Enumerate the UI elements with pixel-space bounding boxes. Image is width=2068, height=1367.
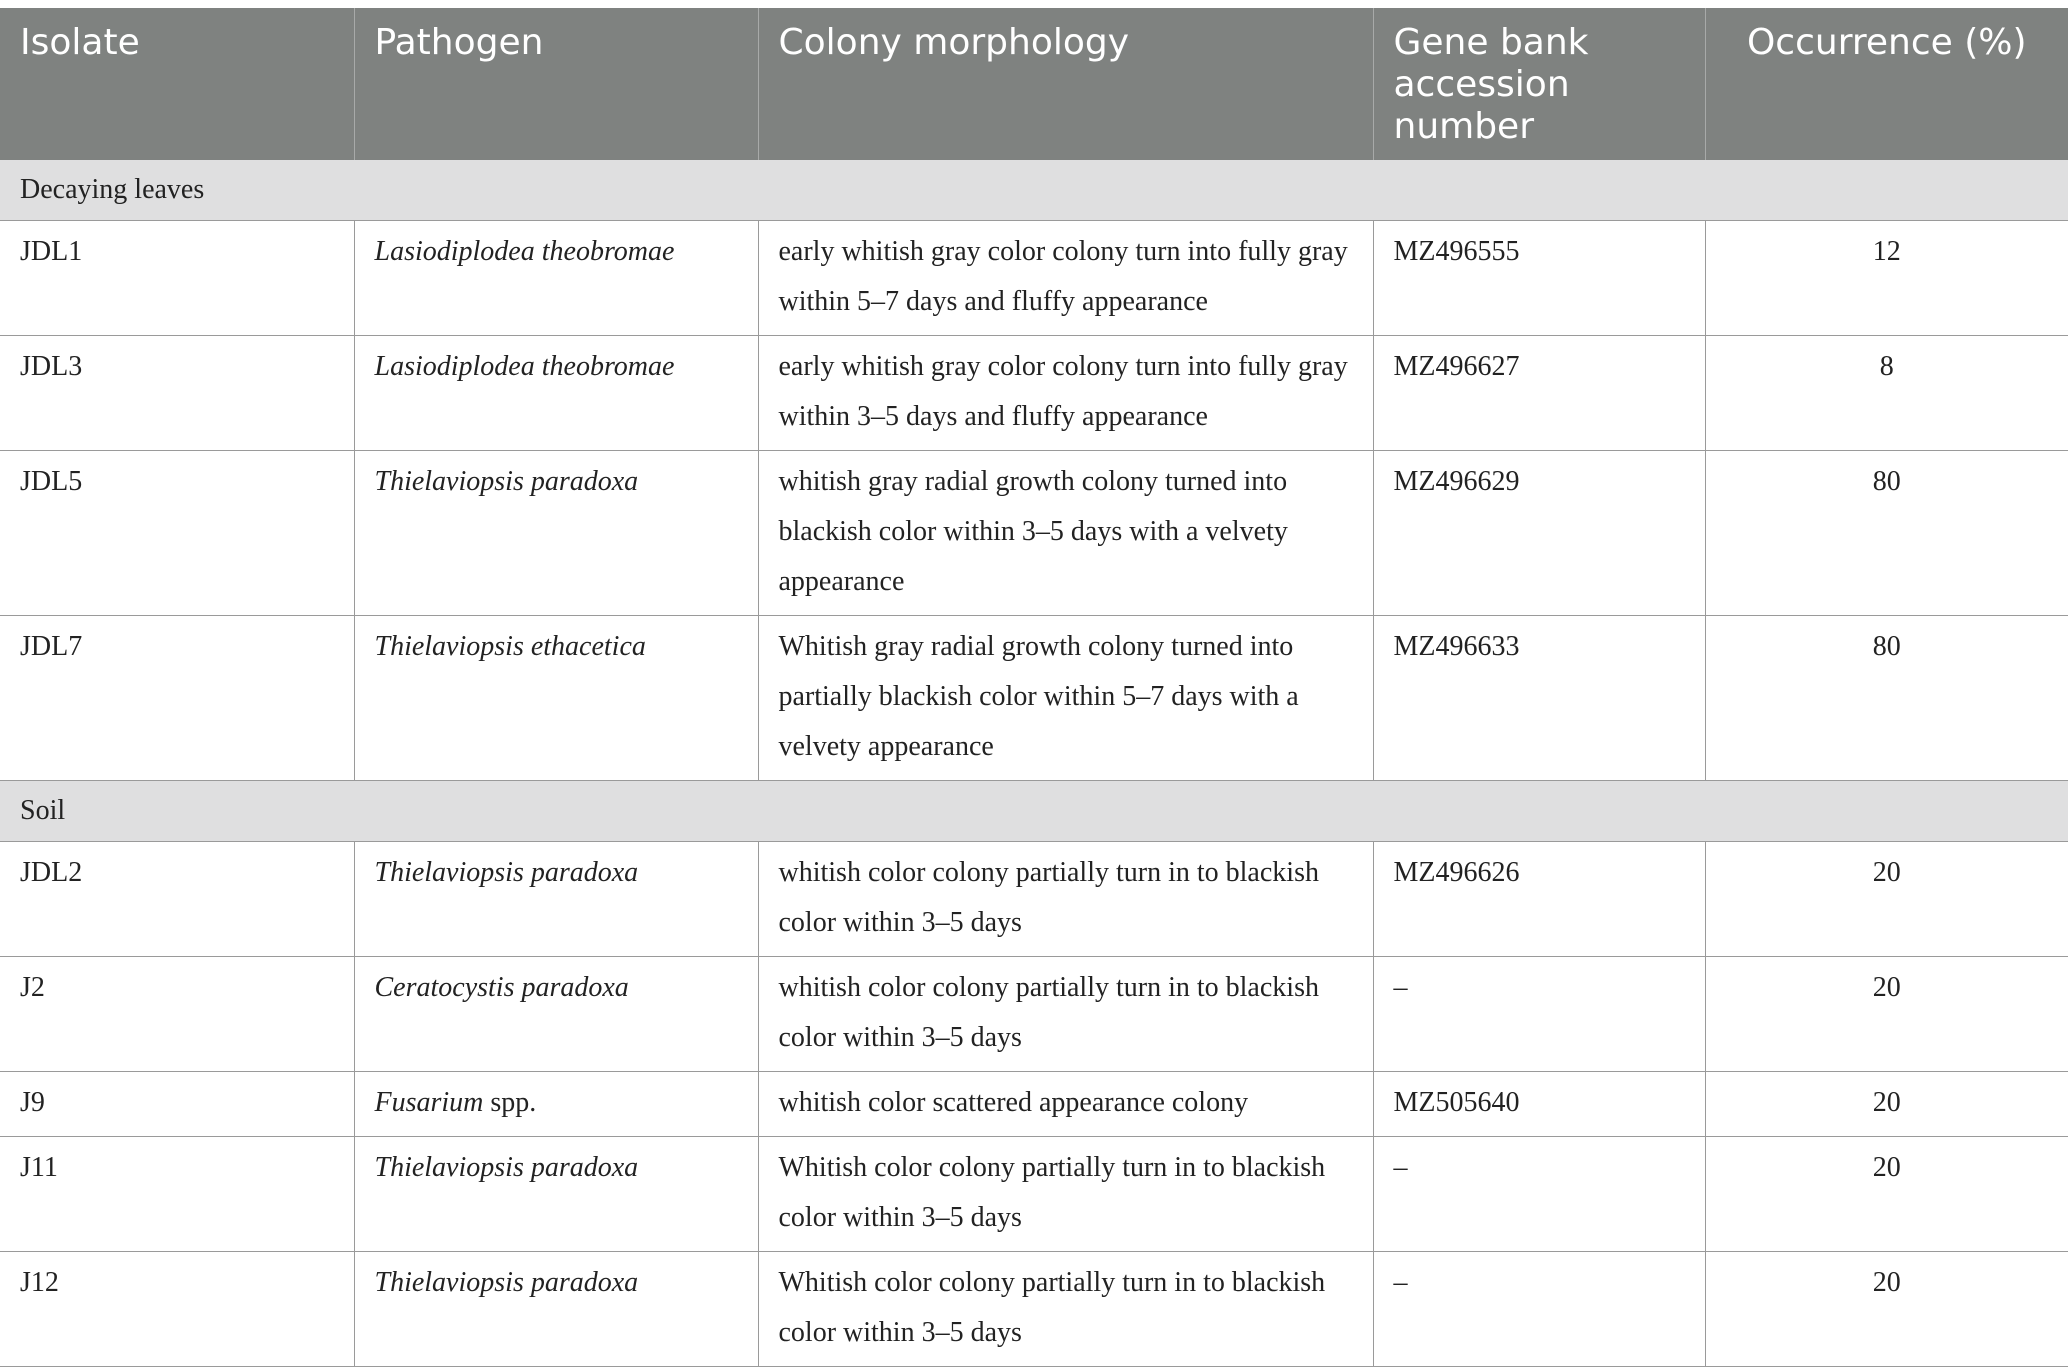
pathogen-cell: Thielaviopsis paradoxa xyxy=(354,1137,758,1252)
header-colony-morphology: Colony morphology xyxy=(758,8,1373,160)
header-pathogen: Pathogen xyxy=(354,8,758,160)
morphology-cell: Whitish color colony partially turn in to blackish color within 3–5 days xyxy=(758,1137,1373,1252)
pathogen-cell: Lasiodiplodea theobromae xyxy=(354,221,758,336)
occurrence-cell: 20 xyxy=(1705,1072,2068,1137)
table-row xyxy=(0,1072,2068,1137)
header-isolate: Isolate xyxy=(0,8,354,160)
isolate-cell: JDL1 xyxy=(0,221,354,336)
morphology-cell: early whitish gray color colony turn into fully gray within 5–7 days and fluffy appearance xyxy=(758,221,1373,336)
table-header xyxy=(0,8,2068,160)
isolate-cell: JDL3 xyxy=(0,336,354,451)
pathogen-suffix: spp. xyxy=(483,1087,537,1118)
accession-cell: MZ496633 xyxy=(1373,616,1705,781)
morphology-cell: early whitish gray color colony turn into fully gray within 3–5 days and fluffy appearance xyxy=(758,336,1373,451)
table-row xyxy=(0,616,2068,781)
accession-cell: MZ496629 xyxy=(1373,451,1705,616)
occurrence-cell: 8 xyxy=(1705,336,2068,451)
header-row xyxy=(0,8,2068,160)
table-row xyxy=(0,1252,2068,1367)
header-accession-number: Gene bank accession number xyxy=(1373,8,1705,160)
accession-cell: MZ496627 xyxy=(1373,336,1705,451)
table-row xyxy=(0,842,2068,957)
accession-cell: – xyxy=(1373,957,1705,1072)
morphology-cell: whitish color scattered appearance colony xyxy=(758,1072,1373,1137)
accession-cell: – xyxy=(1373,1137,1705,1252)
pathogen-cell: Thielaviopsis paradoxa xyxy=(354,1252,758,1367)
table-body xyxy=(0,160,2068,1367)
pathogen-cell: Thielaviopsis paradoxa xyxy=(354,451,758,616)
isolate-cell: J9 xyxy=(0,1072,354,1137)
occurrence-cell: 80 xyxy=(1705,451,2068,616)
occurrence-cell: 20 xyxy=(1705,1137,2068,1252)
accession-cell: MZ505640 xyxy=(1373,1072,1705,1137)
table-row xyxy=(0,221,2068,336)
isolates-table xyxy=(0,8,2068,1367)
morphology-cell: Whitish color colony partially turn in to blackish color within 3–5 days xyxy=(758,1252,1373,1367)
morphology-cell: whitish gray radial growth colony turned into blackish color within 3–5 days with a velvety appearance xyxy=(758,451,1373,616)
table-row xyxy=(0,957,2068,1072)
accession-cell: – xyxy=(1373,1252,1705,1367)
pathogen-cell xyxy=(354,1072,758,1137)
occurrence-cell: 80 xyxy=(1705,616,2068,781)
isolate-cell: JDL5 xyxy=(0,451,354,616)
section-row-decaying-leaves xyxy=(0,160,2068,221)
isolate-cell: J2 xyxy=(0,957,354,1072)
table-row xyxy=(0,336,2068,451)
morphology-cell: whitish color colony partially turn in to blackish color within 3–5 days xyxy=(758,957,1373,1072)
isolate-cell: JDL2 xyxy=(0,842,354,957)
pathogen-cell: Ceratocystis paradoxa xyxy=(354,957,758,1072)
morphology-cell: whitish color colony partially turn in to blackish color within 3–5 days xyxy=(758,842,1373,957)
section-label: Decaying leaves xyxy=(0,160,2068,221)
section-label: Soil xyxy=(0,781,2068,842)
occurrence-cell: 20 xyxy=(1705,957,2068,1072)
isolate-cell: J11 xyxy=(0,1137,354,1252)
pathogen-genus: Fusarium xyxy=(374,1087,484,1118)
accession-cell: MZ496555 xyxy=(1373,221,1705,336)
pathogen-cell: Lasiodiplodea theobromae xyxy=(354,336,758,451)
header-occurrence: Occurrence (%) xyxy=(1705,8,2068,160)
occurrence-cell: 20 xyxy=(1705,1252,2068,1367)
morphology-cell: Whitish gray radial growth colony turned into partially blackish color within 5–7 days with a velvety appearance xyxy=(758,616,1373,781)
pathogen-cell: Thielaviopsis paradoxa xyxy=(354,842,758,957)
accession-cell: MZ496626 xyxy=(1373,842,1705,957)
table-row xyxy=(0,451,2068,616)
occurrence-cell: 12 xyxy=(1705,221,2068,336)
section-row-soil xyxy=(0,781,2068,842)
occurrence-cell: 20 xyxy=(1705,842,2068,957)
pathogen-cell: Thielaviopsis ethacetica xyxy=(354,616,758,781)
isolate-cell: J12 xyxy=(0,1252,354,1367)
isolate-cell: JDL7 xyxy=(0,616,354,781)
table-row xyxy=(0,1137,2068,1252)
